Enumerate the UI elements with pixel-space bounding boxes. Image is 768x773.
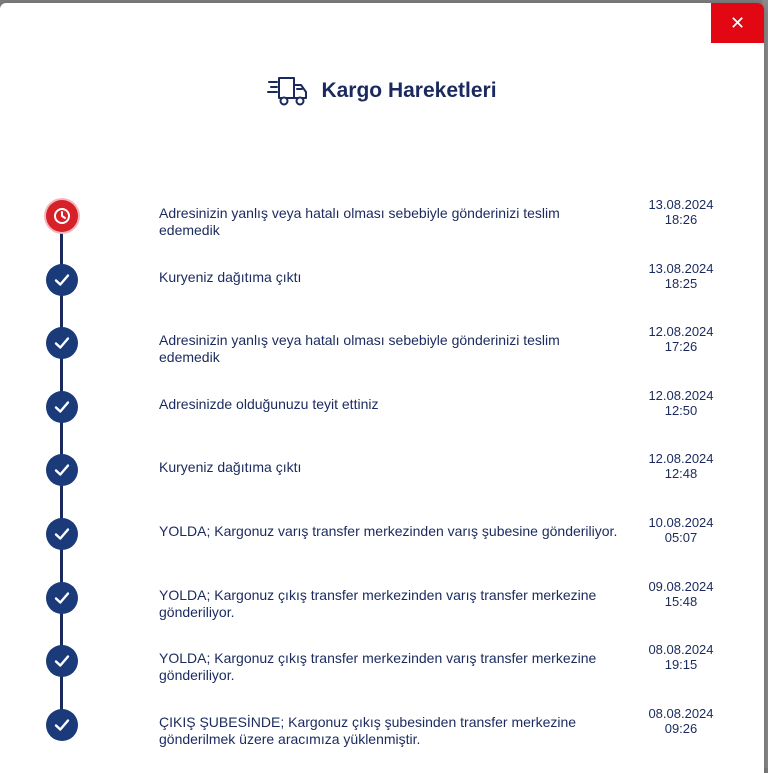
timeline-item <box>0 247 764 307</box>
event-description: YOLDA; Kargonuz varış transfer merkezinden varış şubesine gönderiliyor. <box>159 523 618 539</box>
event-date: 08.08.2024 <box>648 642 714 658</box>
status-done-marker <box>46 645 78 677</box>
event-time: 05:07 <box>664 530 698 545</box>
event-description: Adresinizin yanlış veya hatalı olması sebebiyle gönderinizi teslim edemedik <box>159 205 560 238</box>
status-done-marker <box>46 582 78 614</box>
event-date: 08.08.2024 <box>648 705 714 721</box>
event-date: 13.08.2024 <box>648 260 714 276</box>
page-title: Kargo Hareketleri <box>321 79 497 102</box>
status-done-marker <box>46 391 78 423</box>
timeline-item <box>0 501 764 561</box>
check-icon <box>52 333 72 353</box>
event-datetime <box>641 642 721 672</box>
event-time: 18:26 <box>664 212 698 227</box>
event-date: 12.08.2024 <box>648 451 714 467</box>
event-description: Adresinizde olduğunuzu teyit ettiniz <box>159 395 379 412</box>
event-datetime <box>641 579 721 609</box>
event-datetime <box>641 388 721 418</box>
clock-icon <box>52 206 72 226</box>
event-datetime <box>641 197 721 227</box>
event-date: 12.08.2024 <box>648 387 714 403</box>
status-done-marker <box>46 454 78 486</box>
event-datetime <box>641 324 721 354</box>
event-date: 09.08.2024 <box>648 578 714 594</box>
event-datetime <box>641 706 721 736</box>
event-date: 12.08.2024 <box>648 324 714 340</box>
timeline-item <box>0 628 764 688</box>
check-icon <box>52 460 72 480</box>
event-datetime <box>641 515 721 545</box>
close-button[interactable] <box>711 3 764 43</box>
timeline-item <box>0 310 764 370</box>
status-done-marker <box>46 327 78 359</box>
event-time: 12:50 <box>664 402 698 418</box>
event-time: 17:26 <box>664 339 698 355</box>
timeline-item <box>0 437 764 497</box>
event-time: 19:15 <box>664 657 698 673</box>
timeline-item <box>0 565 764 625</box>
event-time: 18:25 <box>664 275 698 291</box>
status-alert-marker <box>46 200 78 232</box>
event-time: 12:48 <box>664 466 698 482</box>
status-done-marker <box>46 518 78 550</box>
event-date: 10.08.2024 <box>648 515 714 530</box>
timeline-item <box>0 374 764 434</box>
delivery-truck-icon <box>267 74 309 108</box>
cargo-movements-modal <box>0 3 764 773</box>
check-icon <box>52 397 72 417</box>
event-description: ÇIKIŞ ŞUBESİNDE; Kargonuz çıkış şubesinden transfer merkezine gönderilmek üzere aracımıza yüklenmiştir. <box>159 713 577 747</box>
event-description: Adresinizin yanlış veya hatalı olması sebebiyle gönderinizi teslim edemedik <box>159 332 560 366</box>
timeline-item <box>0 183 764 243</box>
event-description: Kuryeniz dağıtıma çıktı <box>159 459 302 476</box>
event-date: 13.08.2024 <box>648 197 714 212</box>
status-done-marker <box>46 709 78 741</box>
event-description: YOLDA; Kargonuz çıkış transfer merkezinden varış transfer merkezine gönderiliyor. <box>159 586 597 620</box>
status-done-marker <box>46 264 78 296</box>
timeline-item <box>0 692 764 752</box>
check-icon <box>52 270 72 290</box>
check-icon <box>52 524 72 544</box>
event-time: 15:48 <box>664 593 698 609</box>
modal-header <box>0 71 764 111</box>
event-datetime <box>641 451 721 481</box>
check-icon <box>52 651 72 671</box>
event-description: YOLDA; Kargonuz çıkış transfer merkezinden varış transfer merkezine gönderiliyor. <box>159 650 597 684</box>
event-time: 09:26 <box>664 720 698 736</box>
event-description: Kuryeniz dağıtıma çıktı <box>159 268 302 285</box>
check-icon <box>52 588 72 608</box>
check-icon <box>52 715 72 735</box>
event-datetime <box>641 261 721 291</box>
close-icon[interactable]: ✕ <box>729 13 746 33</box>
